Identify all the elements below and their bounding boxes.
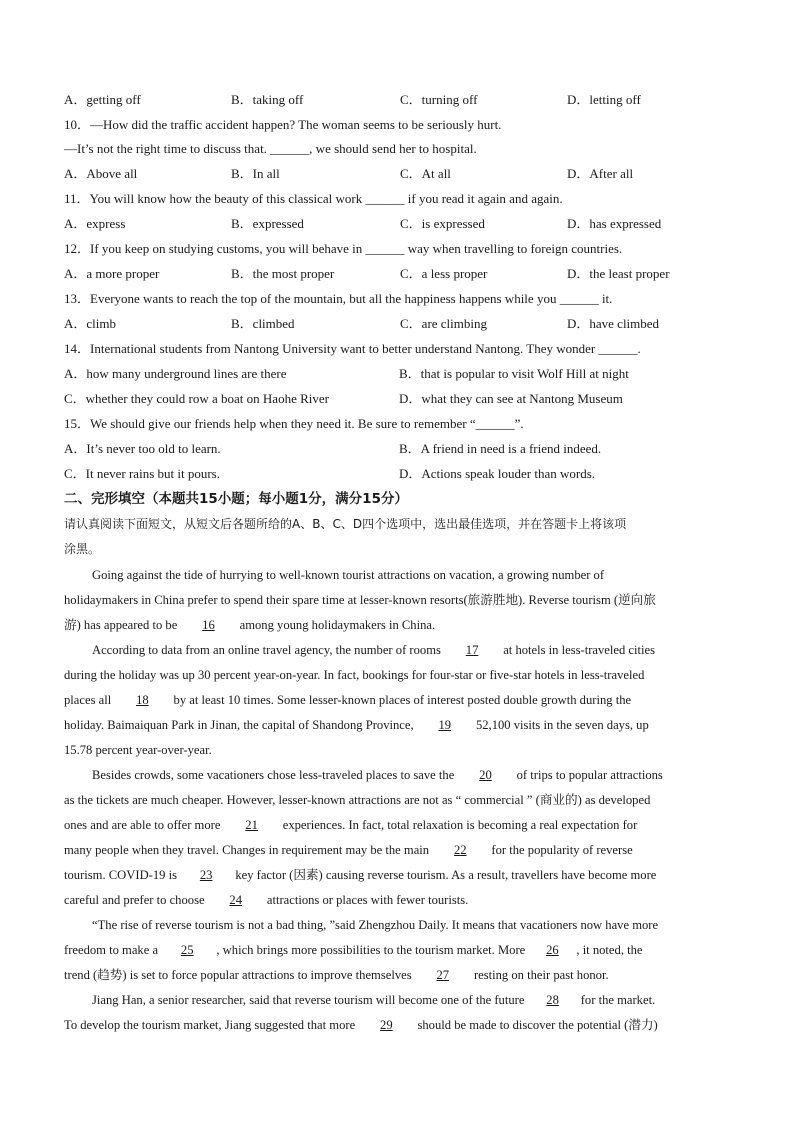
passage-text: for the popularity of reverse — [491, 843, 633, 857]
q13-stem: 13．Everyone wants to reach the top of the mountain, but all the happiness happens while you ______ it. — [64, 291, 613, 306]
passage-line — [64, 713, 734, 738]
q12-options — [64, 264, 734, 284]
passage-text: places all — [64, 693, 112, 707]
q10-stem-reply: —It’s not the right time to discuss that. ______, we should send her to hospital. — [64, 141, 477, 156]
q13-option-b[interactable]: B．climbed — [231, 316, 295, 331]
q11-stem: 11．You will know how the beauty of this classical work ______ if you read it again and again. — [64, 191, 563, 206]
passage-text: should be made to discover the potential (潜力) — [417, 1018, 658, 1032]
passage-text: , which brings more possibilities to the tourism market. More — [216, 943, 526, 957]
passage-paragraph-1 — [64, 563, 734, 638]
passage-text: Besides crowds, some vacationers chose less-traveled places to save the — [92, 768, 455, 782]
q15-options-row1 — [64, 439, 734, 459]
passage-line — [64, 863, 734, 888]
q10-option-d[interactable]: D．After all — [567, 166, 634, 181]
q13-option-a[interactable]: A．climb — [64, 316, 116, 331]
passage-line: during the holiday was up 30 percent year-on-year. In fact, bookings for four-star or five-star hotels in less-traveled — [64, 668, 645, 682]
passage-text: ones and are able to offer more — [64, 818, 221, 832]
q12-option-d[interactable]: D．the least proper — [567, 266, 670, 281]
passage-line — [64, 838, 734, 863]
passage-text: of trips to popular attractions — [516, 768, 663, 782]
q10-option-b[interactable]: B．In all — [231, 166, 280, 181]
q12-option-b[interactable]: B．the most proper — [231, 266, 335, 281]
passage-text: 52,100 visits in the seven days, up — [475, 718, 649, 732]
passage-line: “The rise of reverse tourism is not a bad thing, ”said Zhengzhou Daily. It means that vacationers now have more — [92, 918, 659, 932]
q9-option-b[interactable]: B．taking off — [231, 92, 304, 107]
passage-text: experiences. In fact, total relaxation is becoming a real expectation for — [282, 818, 638, 832]
passage-line — [64, 763, 734, 788]
passage-line: holidaymakers in China prefer to spend their spare time at lesser-known resorts(旅游胜地). Reverse tourism (逆向旅 — [64, 593, 656, 607]
blank-21[interactable]: 21 — [245, 818, 258, 832]
passage-text: To develop the tourism market, Jiang suggested that more — [64, 1018, 356, 1032]
blank-29[interactable]: 29 — [380, 1018, 393, 1032]
passage-text: holiday. Baimaiquan Park in Jinan, the capital of Shandong Province, — [64, 718, 414, 732]
q13-option-c[interactable]: C．are climbing — [400, 316, 488, 331]
q15-options-row2 — [64, 464, 734, 484]
q13-options — [64, 314, 734, 334]
passage-text: trend (趋势) is set to force popular attractions to improve themselves — [64, 968, 412, 982]
q9-option-c[interactable]: C．turning off — [400, 92, 478, 107]
passage-paragraph-2 — [64, 638, 734, 763]
passage-text: key factor (因素) causing reverse tourism. As a result, travellers have become more — [235, 868, 657, 882]
passage-text: , it noted, the — [576, 943, 643, 957]
section-instruction: 请认真阅读下面短文，从短文后各题所给的A、B、C、D四个选项中，选出最佳选项，并在答题卡上将该项 — [64, 517, 627, 531]
passage-text: among young holidaymakers in China. — [239, 618, 436, 632]
passage-text: freedom to make a — [64, 943, 159, 957]
passage-text: According to data from an online travel agency, the number of rooms — [92, 643, 441, 657]
q15-stem: 15．We should give our friends help when they need it. Be sure to remember “______”. — [64, 416, 524, 431]
q12-stem: 12．If you keep on studying customs, you will behave in ______ way when travelling to foreign countries. — [64, 241, 623, 256]
passage-text: Jiang Han, a senior researcher, said that reverse tourism will become one of the future — [92, 993, 525, 1007]
blank-23[interactable]: 23 — [199, 868, 213, 882]
passage-line: Going against the tide of hurrying to well-known tourist attractions on vacation, a growing number of — [92, 568, 605, 582]
blank-19[interactable]: 19 — [438, 718, 452, 732]
q14-stem: 14．International students from Nantong University want to better understand Nantong. They wonder ______. — [64, 341, 641, 356]
passage-line — [64, 988, 734, 1013]
q11-options — [64, 214, 734, 234]
blank-25[interactable]: 25 — [180, 943, 194, 957]
passage-text: attractions or places with fewer tourists. — [266, 893, 469, 907]
q9-options — [64, 90, 734, 110]
passage-line — [64, 688, 734, 713]
blank-27[interactable]: 27 — [436, 968, 450, 982]
passage-text: tourism. COVID-19 is — [64, 868, 177, 882]
q11-option-b[interactable]: B．expressed — [231, 216, 304, 231]
passage-text: careful and prefer to choose — [64, 893, 205, 907]
q14-option-b[interactable]: B．that is popular to visit Wolf Hill at night — [399, 366, 629, 381]
passage-text: resting on their past honor. — [473, 968, 609, 982]
q11-option-d[interactable]: D．has expressed — [567, 216, 662, 231]
passage-line: 15.78 percent year-over-year. — [64, 743, 212, 757]
q9-option-a[interactable]: A．getting off — [64, 92, 141, 107]
q14-option-a[interactable]: A．how many underground lines are there — [64, 366, 287, 381]
passage-text: by at least 10 times. Some lesser-known places of interest posted double growth during the — [173, 693, 632, 707]
q10-option-a[interactable]: A．Above all — [64, 166, 138, 181]
passage-line — [64, 938, 734, 963]
passage-text: at hotels in less-traveled cities — [503, 643, 655, 657]
blank-24[interactable]: 24 — [229, 893, 243, 907]
q15-option-c[interactable]: C．It never rains but it pours. — [64, 466, 220, 481]
q12-option-a[interactable]: A．a more proper — [64, 266, 160, 281]
q14-option-c[interactable]: C．whether they could row a boat on Haohe River — [64, 391, 329, 406]
section-heading: 二、完形填空（本题共15小题；每小题1分，满分15分） — [64, 491, 408, 507]
passage-line: as the tickets are much cheaper. However, lesser-known attractions are not as “ commercial ” (商业的) as developed — [64, 793, 651, 807]
q10-option-c[interactable]: C．At all — [400, 166, 451, 181]
q15-option-d[interactable]: D．Actions speak louder than words. — [399, 466, 596, 481]
blank-20[interactable]: 20 — [479, 768, 492, 782]
q14-options-row2 — [64, 389, 734, 409]
blank-22[interactable]: 22 — [453, 843, 467, 857]
q15-option-a[interactable]: A．It’s never too old to learn. — [64, 441, 221, 456]
blank-18[interactable]: 18 — [136, 693, 149, 707]
passage-paragraph-4 — [64, 913, 734, 988]
passage-line — [64, 888, 734, 913]
passage-line — [64, 638, 734, 663]
q10-stem: 10．—How did the traffic accident happen? The woman seems to be seriously hurt. — [64, 117, 502, 132]
q9-option-d[interactable]: D．letting off — [567, 92, 641, 107]
passage-text: 游) has appeared to be — [64, 618, 178, 632]
section-instruction-cont: 涂黑。 — [64, 542, 101, 556]
q12-option-c[interactable]: C．a less proper — [400, 266, 488, 281]
passage-line — [64, 963, 734, 988]
q14-options-row1 — [64, 364, 734, 384]
passage-text: many people when they travel. Changes in requirement may be the main — [64, 843, 430, 857]
passage-line — [64, 613, 734, 638]
passage-paragraph-5 — [64, 988, 734, 1038]
q10-options — [64, 164, 734, 184]
q15-option-b[interactable]: B．A friend in need is a friend indeed. — [399, 441, 602, 456]
blank-17[interactable]: 17 — [465, 643, 479, 657]
blank-16[interactable]: 16 — [202, 618, 215, 632]
passage-paragraph-3 — [64, 763, 734, 913]
passage-line — [64, 813, 734, 838]
q13-option-d[interactable]: D．have climbed — [567, 316, 660, 331]
passage-text: for the market. — [580, 993, 656, 1007]
q14-option-d[interactable]: D．what they can see at Nantong Museum — [399, 391, 623, 406]
q11-option-c[interactable]: C．is expressed — [400, 216, 485, 231]
passage-line — [64, 1013, 734, 1038]
blank-26[interactable]: 26 — [546, 943, 559, 957]
q11-option-a[interactable]: A．express — [64, 216, 126, 231]
blank-28[interactable]: 28 — [546, 993, 559, 1007]
